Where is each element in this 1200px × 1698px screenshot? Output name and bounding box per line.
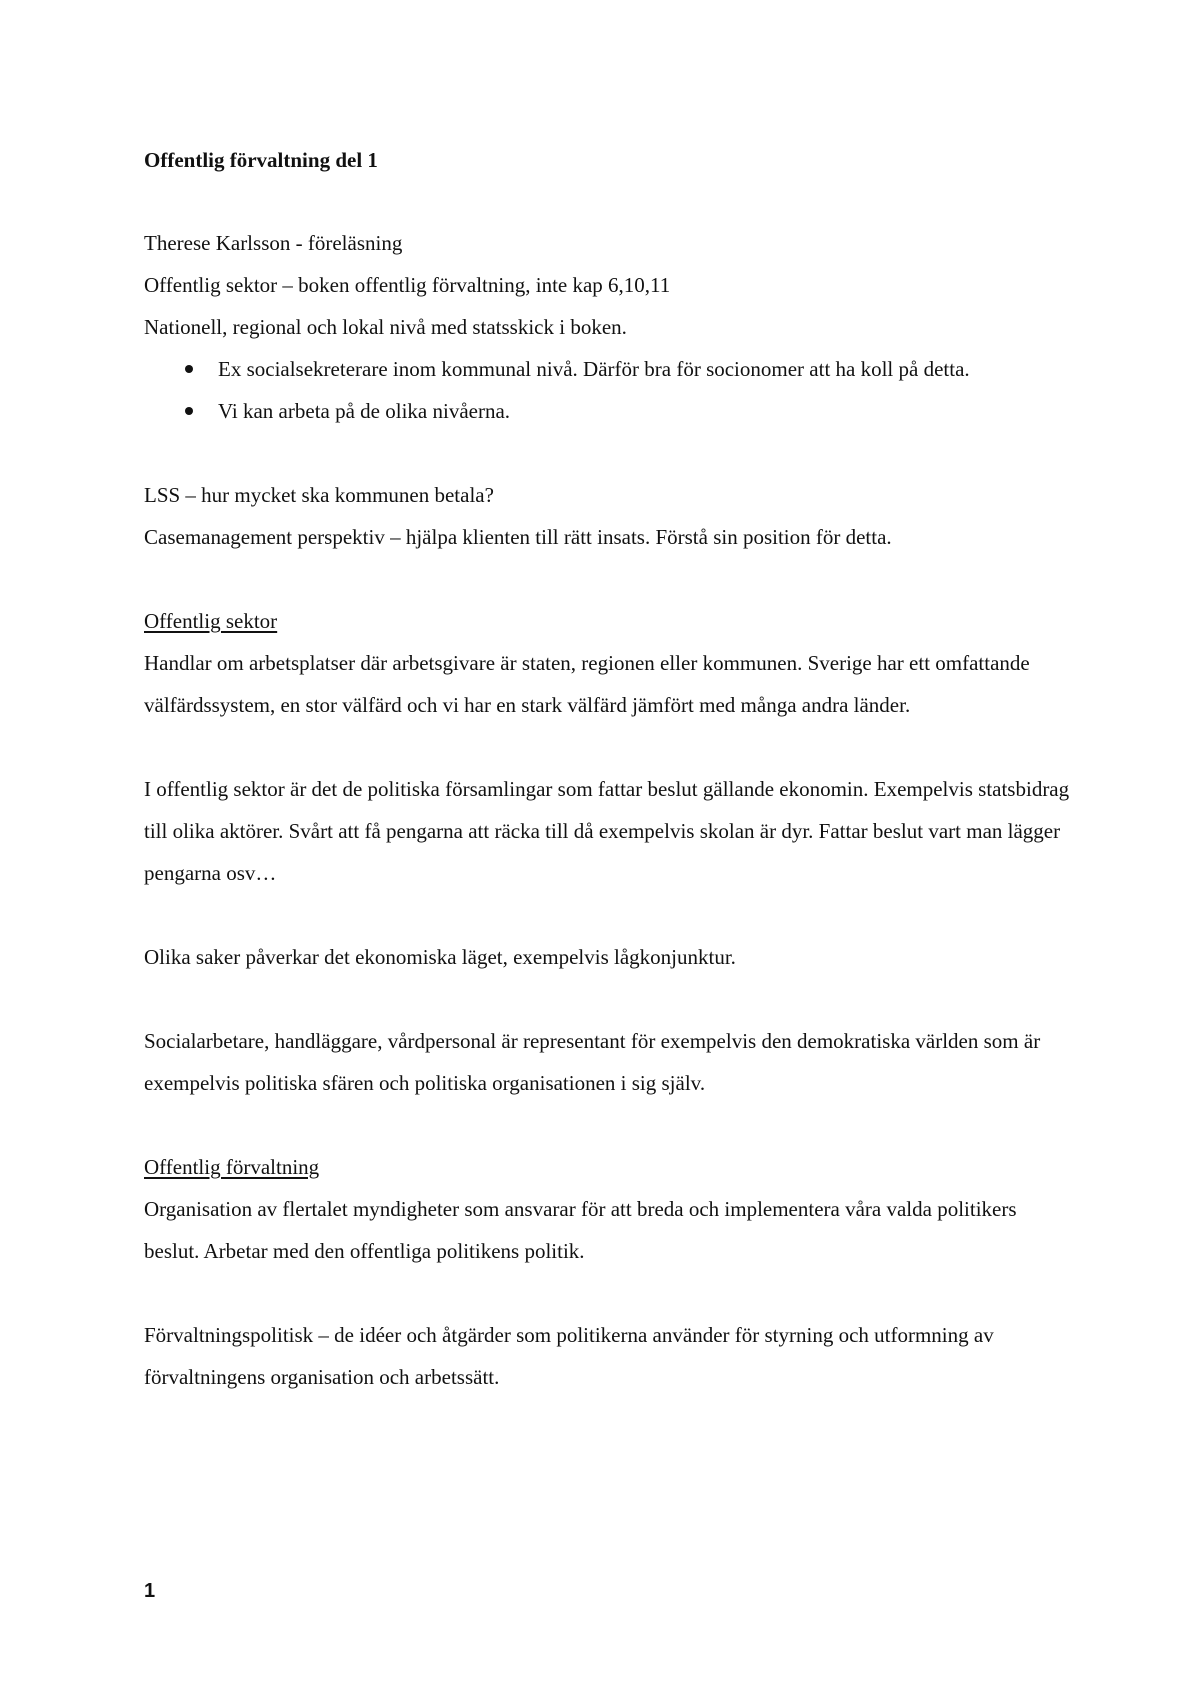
document-title: Offentlig förvaltning del 1 <box>144 148 378 172</box>
levels-line: Nationell, regional och lokal nivå med statsskick i boken. <box>144 315 627 339</box>
list-item-text: Vi kan arbeta på de olika nivåerna. <box>218 399 511 423</box>
paragraph: Förvaltningspolitisk – de idéer och åtgärder som politikerna använder för styrning och utformning av förvaltningens organisation och arbetssätt. <box>144 1323 994 1389</box>
section-heading-offentlig-forvaltning: Offentlig förvaltning <box>144 1155 320 1179</box>
spacer <box>144 1272 1074 1314</box>
document-page <box>144 140 1074 1398</box>
spacer <box>144 726 1074 768</box>
bullet-icon <box>185 365 193 373</box>
page-number: 1 <box>144 1580 156 1602</box>
spacer <box>144 978 1074 1020</box>
section-heading-offentlig-sektor: Offentlig sektor <box>144 609 278 633</box>
casemanagement-line: Casemanagement perspektiv – hjälpa klienten till rätt insats. Förstå sin position för detta. <box>144 525 892 549</box>
list-item <box>144 390 1074 432</box>
book-line: Offentlig sektor – boken offentlig förvaltning, inte kap 6,10,11 <box>144 273 671 297</box>
spacer <box>144 432 1074 474</box>
spacer <box>144 1104 1074 1146</box>
lss-line: LSS – hur mycket ska kommunen betala? <box>144 483 494 507</box>
paragraph: Socialarbetare, handläggare, vårdpersonal är representant för exempelvis den demokratiska världen som är exempelvis politiska sfären och politiska organisationen i sig själv. <box>144 1029 1041 1095</box>
paragraph: Organisation av flertalet myndigheter som ansvarar för att breda och implementera våra valda politikers beslut. Arbetar med den offentliga politikens politik. <box>144 1197 1017 1263</box>
paragraph: Olika saker påverkar det ekonomiska läget, exempelvis lågkonjunktur. <box>144 945 736 969</box>
paragraph: I offentlig sektor är det de politiska församlingar som fattar beslut gällande ekonomin. Exempelvis statsbidrag till olika aktörer. Svårt att få pengarna att räcka till då exempelvis skolan är dyr. Fattar beslut vart man lägger pengarna osv… <box>144 777 1070 885</box>
list-item <box>144 348 1074 390</box>
spacer <box>144 558 1074 600</box>
lecturer-line: Therese Karlsson - föreläsning <box>144 231 403 255</box>
bullet-icon <box>185 407 193 415</box>
spacer <box>144 894 1074 936</box>
list-item-text: Ex socialsekreterare inom kommunal nivå. Därför bra för socionomer att ha koll på detta. <box>218 357 970 381</box>
spacer <box>144 180 1074 222</box>
paragraph: Handlar om arbetsplatser där arbetsgivare är staten, regionen eller kommunen. Sverige har ett omfattande välfärdssystem, en stor välfärd och vi har en stark välfärd jämfört med många andra länder. <box>144 651 1030 717</box>
bullet-list <box>144 348 1074 432</box>
